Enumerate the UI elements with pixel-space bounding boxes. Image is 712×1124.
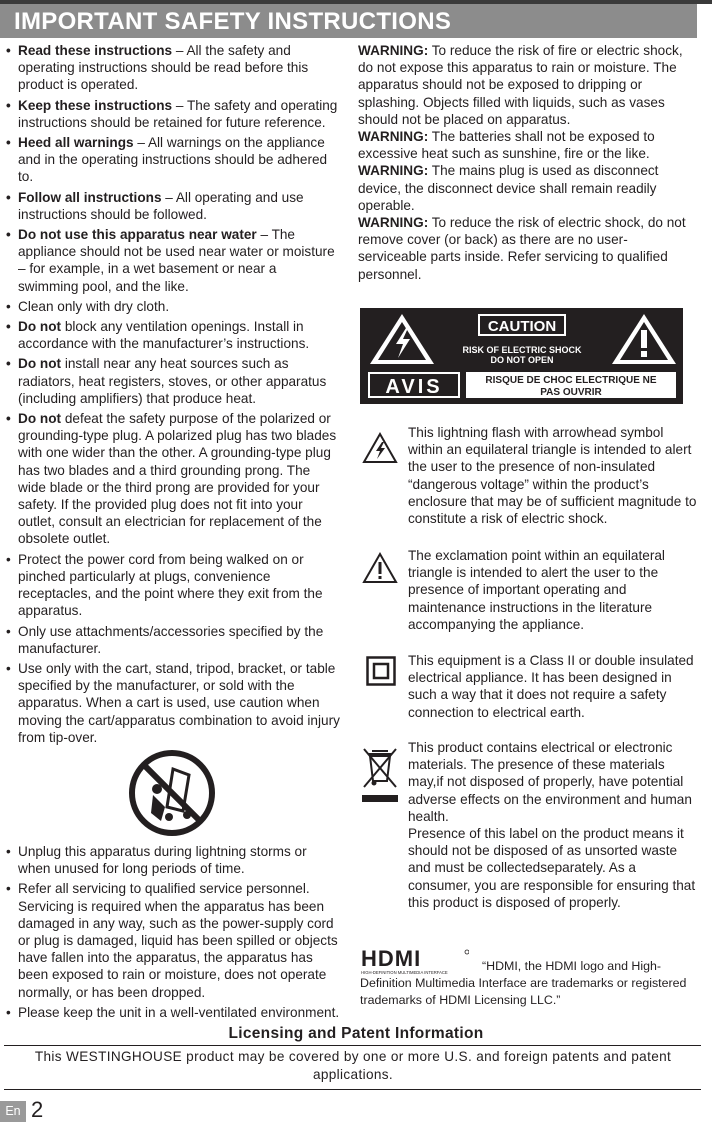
- warning-paragraph: [358, 128, 693, 162]
- cart-warning-icon: [4, 749, 340, 837]
- bullet: •: [6, 319, 11, 335]
- bullet: •: [6, 881, 11, 897]
- warning-label: WARNING:: [358, 43, 429, 58]
- weee-crossed-bin-icon: [360, 745, 400, 810]
- item-text: Unplug this apparatus during lightning storms or when unused for long periods of time.: [18, 843, 307, 877]
- bullet: •: [6, 843, 11, 859]
- class-ii-symbol-text: This equipment is a Class II or double insulated electrical appliance. It has been designed in such a way that it does not require a safety connection to electrical earth.: [408, 653, 694, 720]
- warning-text: The batteries shall not be exposed to excessive heat such as sunshine, fire or the like.: [358, 129, 655, 162]
- item-lead: Do not: [18, 411, 62, 427]
- item-lead: Read these instructions: [18, 43, 173, 58]
- warning-paragraph: [358, 42, 693, 128]
- item-text: Refer all servicing to qualified service personnel. Servicing is required when the apparatus has been damaged in any way, such as the power-supply cord or plug is damaged, liquid has been spilled or objects have fallen into the apparatus, the apparatus has been exposed to rain or moisture, does not operate normally, or has been dropped.: [18, 881, 338, 1000]
- list-item: [4, 880, 340, 1000]
- safety-list: [4, 42, 340, 746]
- bullet: •: [6, 623, 11, 639]
- item-text: – The safety and operating instructions should be retained for future reference.: [18, 97, 338, 130]
- item-text: Protect the power cord from being walked on or pinched particularly at plugs, convenience receptacles, and the point where they exit from the apparatus.: [18, 551, 323, 619]
- bullet: •: [6, 97, 11, 113]
- section-header: [0, 4, 697, 38]
- item-text: – The appliance should not be used near water or moisture – for example, in a wet basement or near a swimming pool, and the like.: [18, 227, 335, 294]
- warning-text: The mains plug is used as disconnect device, the disconnect device shall remain readily operable.: [358, 163, 659, 213]
- item-text: Clean only with dry cloth.: [18, 298, 170, 314]
- hdmi-trademark-text: “HDMI, the HDMI logo and High-Definition Multimedia Interface are trademarks or registered trademarks of HDMI Licensing LLC.”: [360, 959, 687, 1007]
- bullet: •: [6, 411, 11, 427]
- warning-label: WARNING:: [358, 215, 429, 231]
- risk-line-2: DO NOT OPEN: [490, 355, 554, 365]
- item-text: install near any heat sources such as radiators, heat registers, stoves, or other apparatus (including amplifiers) that produce heat.: [18, 356, 327, 406]
- lightning-triangle-icon: [362, 432, 398, 469]
- caution-label: [360, 308, 683, 404]
- weee-symbol-text: [408, 739, 700, 911]
- warning-paragraph: [358, 162, 693, 214]
- bullet: •: [6, 660, 11, 676]
- list-item: [4, 226, 340, 295]
- item-lead: Heed all warnings: [18, 135, 134, 151]
- lightning-symbol-text: This lightning flash with arrowhead symbol within an equilateral triangle is intended to alert the user to the presence of non-insulated “dangerous voltage” within the product’s enclosure that may be of sufficient magnitude to constitute a risk of electric shock.: [408, 425, 697, 527]
- item-text: Only use attachments/accessories specified by the manufacturer.: [18, 623, 324, 656]
- list-item: [4, 298, 340, 315]
- list-item: [4, 410, 340, 548]
- list-item: [4, 660, 340, 746]
- item-text: block any ventilation openings. Install in accordance with the manufacturer’s instructions.: [18, 319, 310, 352]
- bullet: •: [6, 551, 11, 567]
- warning-label: WARNING:: [358, 163, 429, 179]
- bullet: •: [6, 1004, 11, 1020]
- warning-text: To reduce the risk of fire or electric shock, do not expose this apparatus to rain or moisture. The apparatus should not be exposed to dripping or splashing. Objects filled with liquids, such as vases should not be placed on apparatus.: [358, 43, 683, 127]
- item-text: Use only with the cart, stand, tripod, bracket, or table specified by the manufacturer, or sold with the apparatus. When a cart is used, use caution when moving the cart/apparatus combination to avoid injury from tip-over.: [18, 660, 340, 745]
- language-badge: En: [0, 1101, 26, 1122]
- item-lead: Do not: [18, 319, 62, 335]
- bullet: •: [6, 227, 11, 243]
- list-item: [4, 318, 340, 352]
- list-item: [4, 134, 340, 186]
- warning-label: WARNING:: [358, 129, 429, 145]
- weee-text-2: Presence of this label on the product means it should not be disposed of as unsorted waste and must be collectedseparately. As a consumer, you are responsible for ensuring that this product is disposed of properly.: [408, 826, 696, 910]
- item-text: Please keep the unit in a well-ventilated environment.: [18, 1004, 340, 1020]
- bullet: •: [6, 189, 11, 205]
- risque-line-1: RISQUE DE CHOC ELECTRIQUE NE: [485, 375, 657, 386]
- list-item: [4, 623, 340, 657]
- list-item: [4, 97, 340, 131]
- list-item: [4, 843, 340, 877]
- warnings-column: [358, 42, 693, 283]
- item-text: – All warnings on the appliance and in the operating instructions should be adhered to.: [18, 135, 328, 185]
- risk-line-1: RISK OF ELECTRIC SHOCK: [462, 345, 582, 355]
- safety-list-column: [4, 42, 340, 1024]
- list-item: [4, 189, 340, 223]
- class-ii-double-square-icon: [366, 656, 396, 691]
- item-text: – All operating and use instructions should be followed.: [18, 189, 304, 222]
- bullet: •: [6, 43, 11, 58]
- licensing-rule: [4, 1045, 701, 1046]
- exclamation-symbol-text: The exclamation point within an equilateral triangle is intended to alert the user to the presence of important operating and maintenance instructions in the literature accompanying the appliance.: [408, 548, 665, 632]
- exclamation-triangle-icon: [362, 552, 398, 589]
- page-number: 2: [31, 1097, 44, 1122]
- safety-list-continued: [4, 843, 340, 1021]
- bullet: •: [6, 356, 11, 372]
- hdmi-logo-word: HDMI: [361, 948, 422, 971]
- avis-word: AVIS: [385, 376, 443, 398]
- warnings-block: [358, 42, 693, 283]
- warning-paragraph: [358, 214, 693, 283]
- section-title: IMPORTANT SAFETY INSTRUCTIONS: [14, 8, 452, 35]
- bullet: •: [6, 298, 11, 314]
- warning-text: To reduce the risk of electric shock, do not remove cover (or back) as there are no user-serviceable parts inside. Refer servicing to qualified personnel.: [358, 215, 686, 282]
- item-lead: Do not: [18, 356, 62, 372]
- weee-text-1: This product contains electrical or electronic materials. The presence of these materials may,if not disposed of properly, have potential adverse effects on the environment and human health.: [408, 740, 692, 824]
- hdmi-logo-subtext: HIGH-DEFINITION MULTIMEDIA INTERFACE: [361, 970, 448, 975]
- item-lead: Follow all instructions: [18, 189, 162, 205]
- licensing-title: Licensing and Patent Information: [228, 1025, 484, 1042]
- list-item: [4, 355, 340, 407]
- bullet: •: [6, 135, 11, 151]
- list-item: [4, 551, 340, 620]
- item-text: – All the safety and operating instructions should be read before this product is operated.: [18, 43, 309, 93]
- item-text: defeat the safety purpose of the polarized or grounding-type plug. A polarized plug has two blades with one wider than the other. A grounding-type plug has two blades and a third grounding prong. The wide blade or the third prong are provided for your safety. If the provided plug does not fit into your outlet, consult an electrician for replacement of the obsolete outlet.: [18, 411, 337, 547]
- licensing-body: This WESTINGHOUSE product may be covered by one or more U.S. and foreign patents and patent applications.: [34, 1049, 672, 1082]
- footer-rule: [4, 1089, 701, 1090]
- list-item: [4, 1004, 340, 1021]
- item-lead: Keep these instructions: [18, 97, 173, 113]
- risque-line-2: PAS OUVRIR: [540, 387, 602, 398]
- item-lead: Do not use this apparatus near water: [18, 227, 257, 243]
- caution-word: CAUTION: [487, 318, 557, 335]
- list-item: [4, 42, 340, 94]
